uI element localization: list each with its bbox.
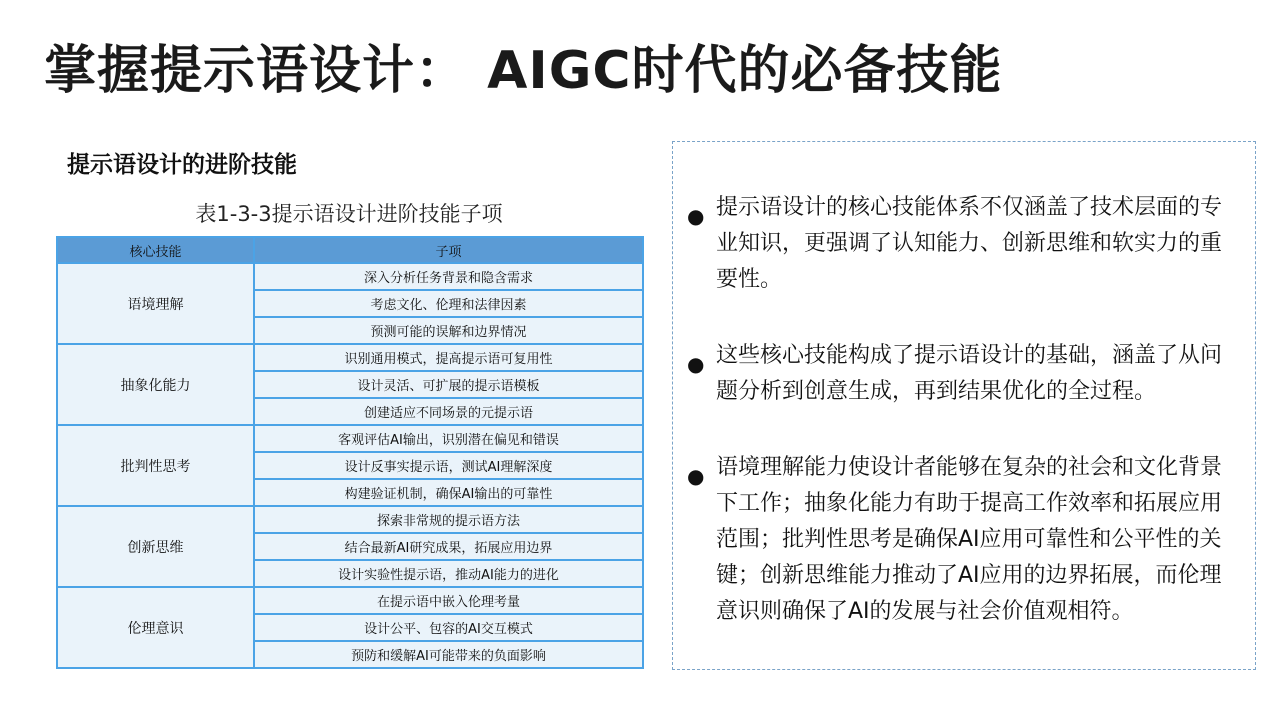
sub-item-cell: 预测可能的误解和边界情况 (254, 317, 643, 344)
bullet-dot-icon: ● (687, 352, 705, 376)
core-skill-cell: 伦理意识 (57, 587, 254, 668)
core-skill-cell: 批判性思考 (57, 425, 254, 506)
bullet-text: 提示语设计的核心技能体系不仅涵盖了技术层面的专 业知识，更强调了认知能力、创新思维和软实力的重 要性。 (716, 195, 1245, 292)
core-skill-cell: 创新思维 (57, 506, 254, 587)
table-row (57, 344, 643, 371)
sub-item-cell: 在提示语中嵌入伦理考量 (254, 587, 643, 614)
table-row (57, 506, 643, 533)
sub-item-cell: 考虑文化、伦理和法律因素 (254, 290, 643, 317)
sub-item-cell: 设计灵活、可扩展的提示语模板 (254, 371, 643, 398)
sub-item-cell: 深入分析任务背景和隐含需求 (254, 263, 643, 290)
table-row (57, 425, 643, 452)
table-row (57, 263, 643, 290)
sub-item-cell: 识别通用模式，提高提示语可复用性 (254, 344, 643, 371)
skills-table (56, 236, 644, 669)
core-skill-cell: 抽象化能力 (57, 344, 254, 425)
bullet-item (687, 338, 1247, 410)
bullet-panel (672, 141, 1256, 670)
table-row (57, 587, 643, 614)
sub-item-cell: 设计公平、包容的AI交互模式 (254, 614, 643, 641)
header-core-skill: 核心技能 (57, 237, 254, 263)
sub-item-cell: 结合最新AI研究成果，拓展应用边界 (254, 533, 643, 560)
sub-item-cell: 客观评估AI输出，识别潜在偏见和错误 (254, 425, 643, 452)
table-header-row (57, 237, 643, 263)
sub-item-cell: 探索非常规的提示语方法 (254, 506, 643, 533)
section-heading: 提示语设计的进阶技能 (67, 152, 297, 178)
sub-item-cell: 预防和缓解AI可能带来的负面影响 (254, 641, 643, 668)
header-sub-item: 子项 (254, 237, 643, 263)
bullet-dot-icon: ● (687, 464, 705, 488)
bullet-dot-icon: ● (687, 204, 705, 228)
sub-item-cell: 设计实验性提示语，推动AI能力的进化 (254, 560, 643, 587)
bullet-item (687, 190, 1247, 298)
core-skill-cell: 语境理解 (57, 263, 254, 344)
sub-item-cell: 创建适应不同场景的元提示语 (254, 398, 643, 425)
sub-item-cell: 设计反事实提示语，测试AI理解深度 (254, 452, 643, 479)
bullet-item (687, 450, 1247, 630)
bullet-text: 这些核心技能构成了提示语设计的基础，涵盖了从问 题分析到创意生成，再到结果优化的全过程。 (716, 343, 1245, 404)
bullet-text: 语境理解能力使设计者能够在复杂的社会和文化背景 下工作；抽象化能力有助于提高工作效率和拓展应用 范围；批判性思考是确保AI应用可靠性和公平性的关 键；创新思维能力推动了AI应用的边界拓展，而伦理 意识则确保了AI的发展与社会价值观相符。 (716, 455, 1245, 624)
slide-title: 掌握提示语设计： AIGC时代的必备技能 (44, 41, 1003, 101)
table-caption: 表1-3-3提示语设计进阶技能子项 (195, 202, 503, 226)
sub-item-cell: 构建验证机制，确保AI输出的可靠性 (254, 479, 643, 506)
